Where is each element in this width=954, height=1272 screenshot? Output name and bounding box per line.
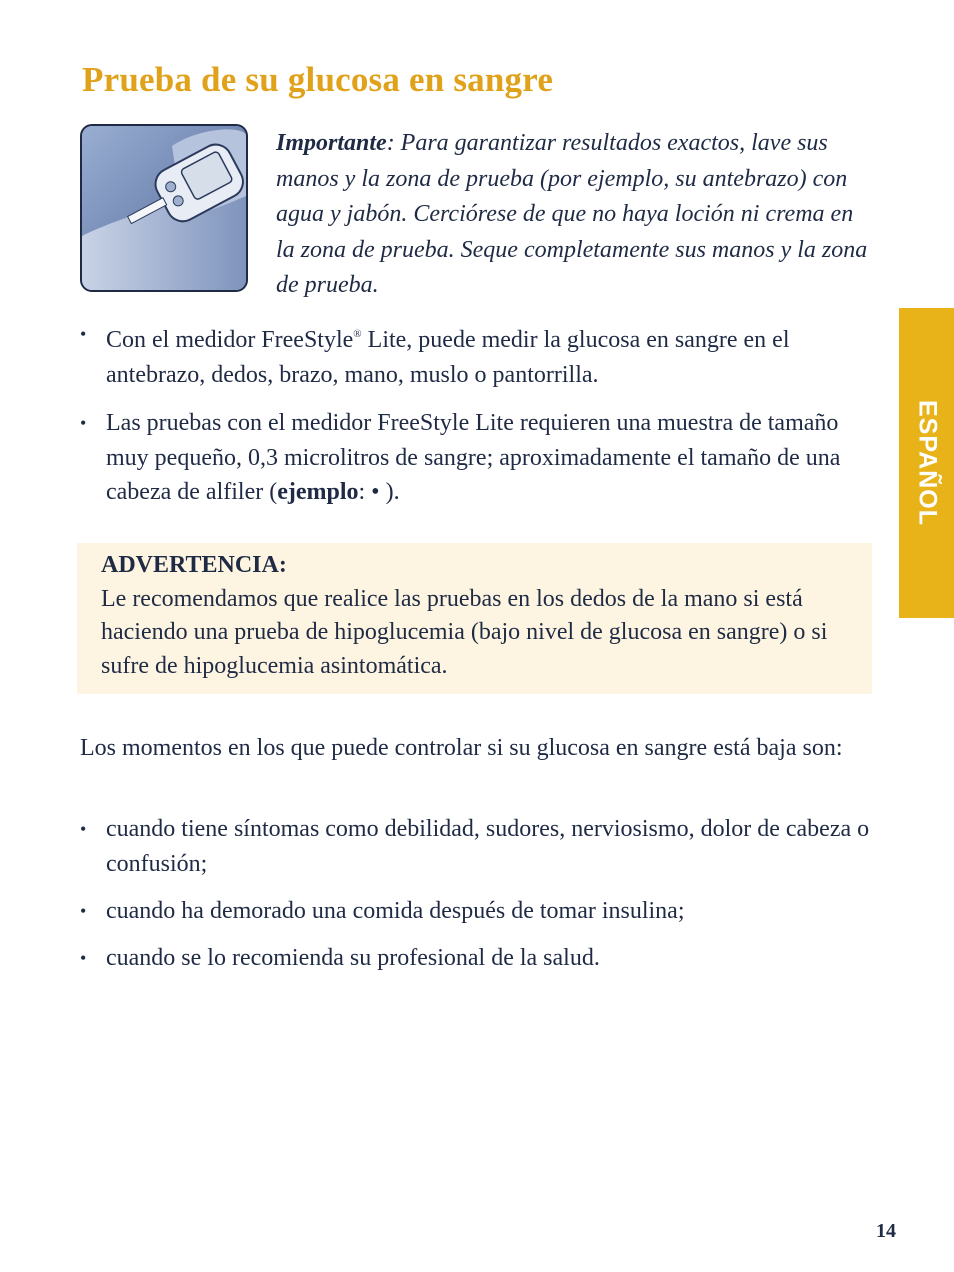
bullet-dot: • <box>80 819 87 839</box>
registered-mark: ® <box>353 328 362 340</box>
warning-text: Le recomendamos que realice las pruebas en los dedos de la mano si está haciendo una prueba de hipoglucemia (bajo nivel de glucosa en sangre) o si sufre de hipoglucemia asintomática. <box>101 585 828 679</box>
page-number: 14 <box>876 1220 896 1242</box>
bullet-text: cuando tiene síntomas como debilidad, sudores, nerviosismo, dolor de cabeza o confusión; <box>106 816 870 877</box>
bullet-bold: ejemplo <box>277 479 359 505</box>
list-item <box>80 894 880 929</box>
intro-paragraph: Los momentos en los que puede controlar si su glucosa en sangre está baja son: <box>80 735 843 761</box>
important-text: : Para garantizar resultados exactos, lave sus manos y la zona de prueba (por ejemplo, su antebrazo) con agua y jabón. Cerciórese de que no haya loción ni crema en la zona de prueba. Seque completamente sus manos y la zona de prueba. <box>276 130 868 298</box>
bullet-dot: • <box>80 324 87 344</box>
important-note <box>276 126 876 304</box>
bullet-dot: • <box>80 413 87 433</box>
bullet-text-end: : • ). <box>358 479 400 505</box>
glucose-meter-forearm-photo <box>80 124 248 292</box>
bullet-dot: • <box>80 900 87 921</box>
list-item <box>80 406 880 510</box>
page-title: Prueba de su glucosa en sangre <box>82 60 554 99</box>
list-item <box>80 941 880 976</box>
list-item <box>80 317 880 392</box>
warning-box <box>77 543 872 694</box>
bullet-text: Con el medidor FreeStyle <box>106 327 354 353</box>
bullet-text: cuando ha demorado una comida después de tomar insulina; <box>106 897 685 924</box>
language-side-tab <box>899 308 954 618</box>
photo-illustration <box>82 126 246 290</box>
warning-title: ADVERTENCIA: <box>101 552 287 578</box>
bullet-text: cuando se lo recomienda su profesional de la salud. <box>106 944 600 971</box>
bullet-dot: • <box>80 947 87 968</box>
list-item <box>80 812 880 881</box>
bullet-text: Las pruebas con el medidor FreeStyle Lite requieren una muestra de tamaño muy pequeño, 0,3 microlitros de sangre; aproximadamente el tamaño de una cabeza de alfiler ( <box>106 410 841 505</box>
bullet-text-end: Lite, puede medir la glucosa en sangre en el antebrazo, dedos, brazo, mano, muslo o pantorrilla. <box>106 327 790 388</box>
side-tab-label: ESPAÑOL <box>913 400 941 526</box>
important-label: Importante <box>276 130 387 156</box>
feature-list <box>80 317 880 524</box>
when-to-test-list <box>80 812 880 988</box>
